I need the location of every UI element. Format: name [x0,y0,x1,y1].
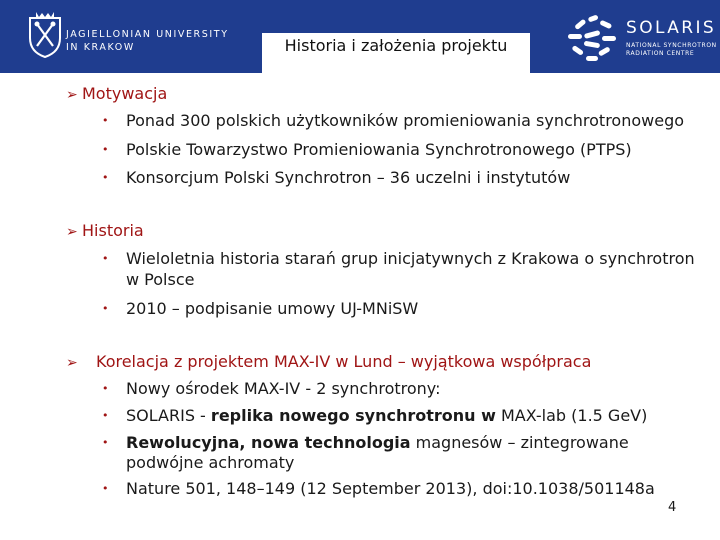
slide-title: Historia i założenia projektu [284,36,508,55]
list-item-text: Nowy ośrodek MAX-IV - 2 synchrotrony: [126,379,441,398]
section-historia [66,221,144,240]
list-item-text: podwójne achromaty [126,453,295,472]
section-motywacja [66,84,167,103]
bullet-icon: • [102,171,109,184]
list-item-text: Ponad 300 polskich użytkowników promieniowania synchrotronowego [126,111,685,130]
bullet-icon: • [102,252,109,265]
solaris-subtitle-line1: NATIONAL SYNCHROTRON [626,42,717,49]
bullet-icon: • [102,382,109,395]
bullet-icon: • [102,114,109,127]
list-item-text: Wieloletnia historia starań grup inicjatywnych z Krakowa o synchrotron [126,249,695,268]
list-item-text: Konsorcjum Polski Synchrotron – 36 uczelni i instytutów [126,168,571,187]
university-name-line1: JAGIELLONIAN UNIVERSITY [66,29,229,40]
list-item-text [126,433,706,452]
solaris-subtitle-line2: RADIATION CENTRE [626,50,695,57]
list-item-text [126,406,706,425]
text-plain: SOLARIS - [126,406,211,425]
section-title: Motywacja [82,84,168,103]
arrow-bullet-icon: ➢ [66,355,78,371]
bullet-icon: • [102,143,109,156]
arrow-bullet-icon: ➢ [66,224,78,240]
bullet-icon: • [102,409,109,422]
bullet-icon: • [102,436,109,449]
section-title: Korelacja z projektem MAX-IV w Lund – wyjątkowa współpraca [96,352,592,371]
jagiellonian-crest-icon [28,12,62,58]
university-name [66,28,229,54]
solaris-subtitle [626,42,717,58]
section-korelacja [66,352,591,371]
arrow-bullet-icon: ➢ [66,87,78,103]
solaris-name: SOLARIS [626,18,717,38]
solaris-logo-icon [566,14,618,64]
text-plain: magnesów – zintegrowane [410,433,629,452]
bullet-icon: • [102,482,109,495]
text-bold: Rewolucyjna, nowa technologia [126,433,411,452]
bullet-icon: • [102,302,109,315]
text-bold: replika nowego synchrotronu w [210,406,496,425]
list-item-text: Polskie Towarzystwo Promieniowania Synchrotronowego (PTPS) [126,140,632,159]
section-title: Historia [82,221,144,240]
list-item-text: w Polsce [126,270,195,289]
list-item-text: 2010 – podpisanie umowy UJ-MNiSW [126,299,419,318]
text-plain: MAX-lab (1.5 GeV) [495,406,648,425]
list-item-text: Nature 501, 148–149 (12 September 2013), doi:10.1038/501148a [126,479,655,498]
page-number: 4 [668,500,677,515]
university-name-line2: IN KRAKOW [66,42,135,53]
